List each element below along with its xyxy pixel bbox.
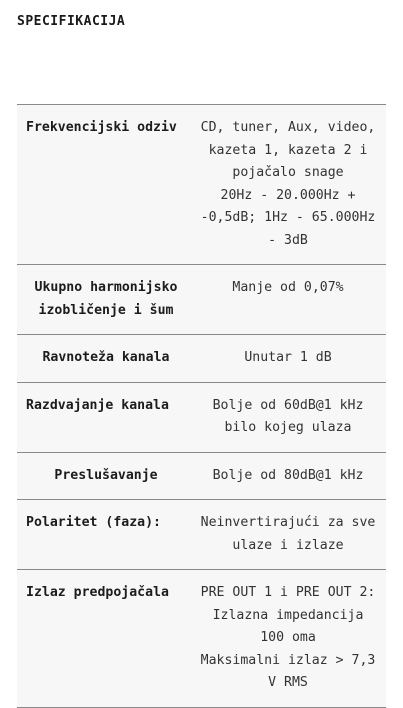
row-label: Ravnoteža kanala xyxy=(42,350,170,365)
table-row xyxy=(17,500,386,570)
value-line: CD, tuner, Aux, video, kazeta 1, kazeta 2 i pojačalo snage xyxy=(200,120,376,180)
row-label: Izlaz predpojačala xyxy=(26,585,169,600)
table-row xyxy=(17,105,386,265)
row-value xyxy=(190,500,386,570)
row-value xyxy=(190,452,386,500)
row-label: Frekvencijski odziv xyxy=(26,120,177,135)
value-line: 20Hz - 20.000Hz + -0,5dB; 1Hz - 65.000Hz - 3dB xyxy=(200,187,376,248)
page-title: SPECIFIKACIJA xyxy=(17,14,126,29)
row-label: Polaritet (faza): xyxy=(26,515,161,530)
row-value xyxy=(190,335,386,383)
table-row xyxy=(17,335,386,383)
value-line: Unutar 1 dB xyxy=(244,350,332,365)
row-value xyxy=(190,265,386,335)
row-value xyxy=(190,105,386,265)
value-line: Maksimalni izlaz > 7,3 V RMS xyxy=(200,652,376,690)
table-row xyxy=(17,382,386,452)
value-line: Manje od 0,07% xyxy=(232,280,344,295)
value-line: Bolje od 60dB@1 kHz bilo kojeg ulaza xyxy=(212,397,364,435)
value-line: Bolje od 80dB@1 kHz xyxy=(212,467,364,483)
row-value xyxy=(190,570,386,708)
row-label: Razdvajanje kanala xyxy=(26,397,169,413)
table-row xyxy=(17,452,386,500)
row-label: Ukupno harmonijsko izobličenje i šum xyxy=(34,280,178,318)
row-value xyxy=(190,382,386,452)
row-label: Preslušavanje xyxy=(54,467,158,483)
table-row xyxy=(17,570,386,708)
value-line: PRE OUT 1 i PRE OUT 2: Izlazna impedancija 100 oma xyxy=(200,585,376,645)
table-row xyxy=(17,265,386,335)
specification-table xyxy=(17,104,386,708)
value-line: Neinvertirajući za sve ulaze i izlaze xyxy=(200,515,376,553)
